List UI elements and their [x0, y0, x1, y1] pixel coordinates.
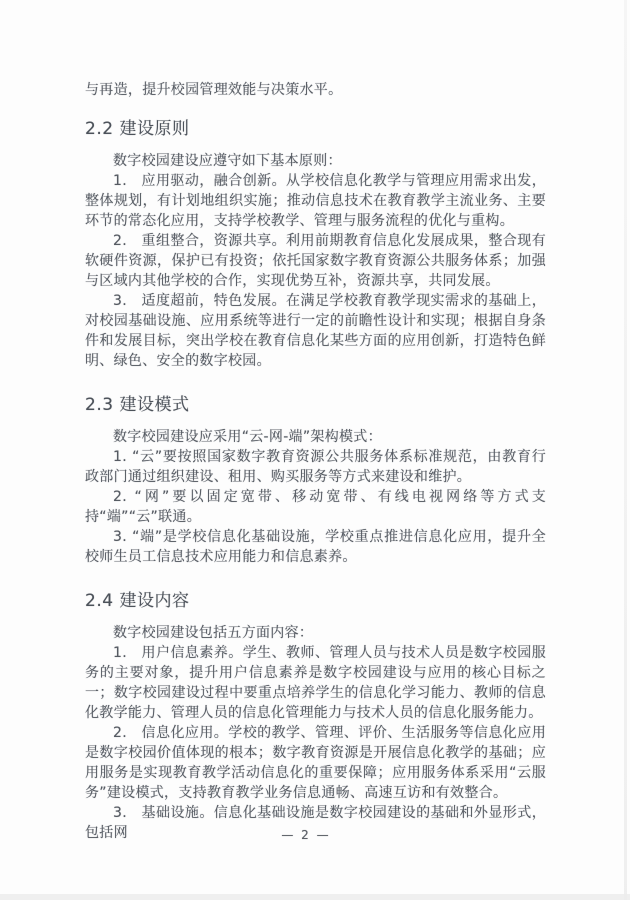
continuation-line: 与再造，提升校园管理效能与决策水平。: [85, 82, 343, 98]
document-content: [85, 80, 546, 843]
page-number: — 2 —: [281, 828, 331, 842]
scan-edge-artifact-bottom: [0, 894, 630, 900]
section-heading-2-2: 2.2 建设原则: [85, 119, 190, 139]
section-heading-2-3: 2.3 建设模式: [85, 395, 190, 415]
paragraph: 1. 应用驱动，融合创新。从学校信息化教学与管理应用需求出发，整体规划，有计划地组织实施；推动信息技术在教育教学主流业务、主要环节的常态化应用，支持学校教学、管理与服务流程的优化与重构。: [85, 173, 546, 229]
paragraph: 2. “网”要以固定宽带、移动宽带、有线电视网络等方式支持“端”“云”联通。: [85, 489, 546, 525]
paragraph: 1. “云”要按照国家数字教育资源公共服务体系标准规范，由教育行政部门通过组织建设、租用、购买服务等方式来建设和维护。: [85, 449, 546, 485]
paragraph: 3. 基础设施。信息化基础设施是数字校园建设的基础和外显形式，包括网: [85, 805, 546, 841]
section-lead: 数字校园建设应采用“云-网-端”架构模式：: [113, 429, 382, 445]
section-heading-2-4: 2.4 建设内容: [85, 591, 190, 611]
section-lead: 数字校园建设包括五方面内容：: [113, 625, 314, 641]
paragraph: 2. 重组整合，资源共享。利用前期教育信息化发展成果，整合现有软硬件资源，保护已有投资；依托国家数字教育资源公共服务体系；加强与区域内其他学校的合作，实现优势互补，资源共享，共同发展。: [85, 233, 546, 289]
paragraph: 2. 信息化应用。学校的教学、管理、评价、生活服务等信息化应用是数字校园价值体现的根本；数字教育资源是开展信息化教学的基础；应用服务是实现教育教学活动信息化的重要保障；应用服务体系采用“云服务”建设模式，支持教育教学业务信息通畅、高速互访和有效整合。: [85, 725, 546, 801]
paragraph: 1. 用户信息素养。学生、教师、管理人员与技术人员是数字校园服务的主要对象，提升用户信息素养是数字校园建设与应用的核心目标之一；数字校园建设过程中要重点培养学生的信息化学习能力、教师的信息化教学能力、管理人员的信息化管理能力与技术人员的信息化服务能力。: [85, 645, 546, 721]
paragraph: 3. “端”是学校信息化基础设施，学校重点推进信息化应用，提升全校师生员工信息技术应用能力和信息素养。: [85, 529, 546, 565]
section-lead: 数字校园建设应遵守如下基本原则：: [113, 153, 342, 169]
scan-edge-artifact-right: [624, 0, 627, 900]
paragraph: 3. 适度超前，特色发展。在满足学校教育教学现实需求的基础上，对校园基础设施、应用系统等进行一定的前瞻性设计和实现；根据自身条件和发展目标，突出学校在教育信息化某些方面的应用创新，打造特色鲜明、绿色、安全的数字校园。: [85, 293, 546, 369]
